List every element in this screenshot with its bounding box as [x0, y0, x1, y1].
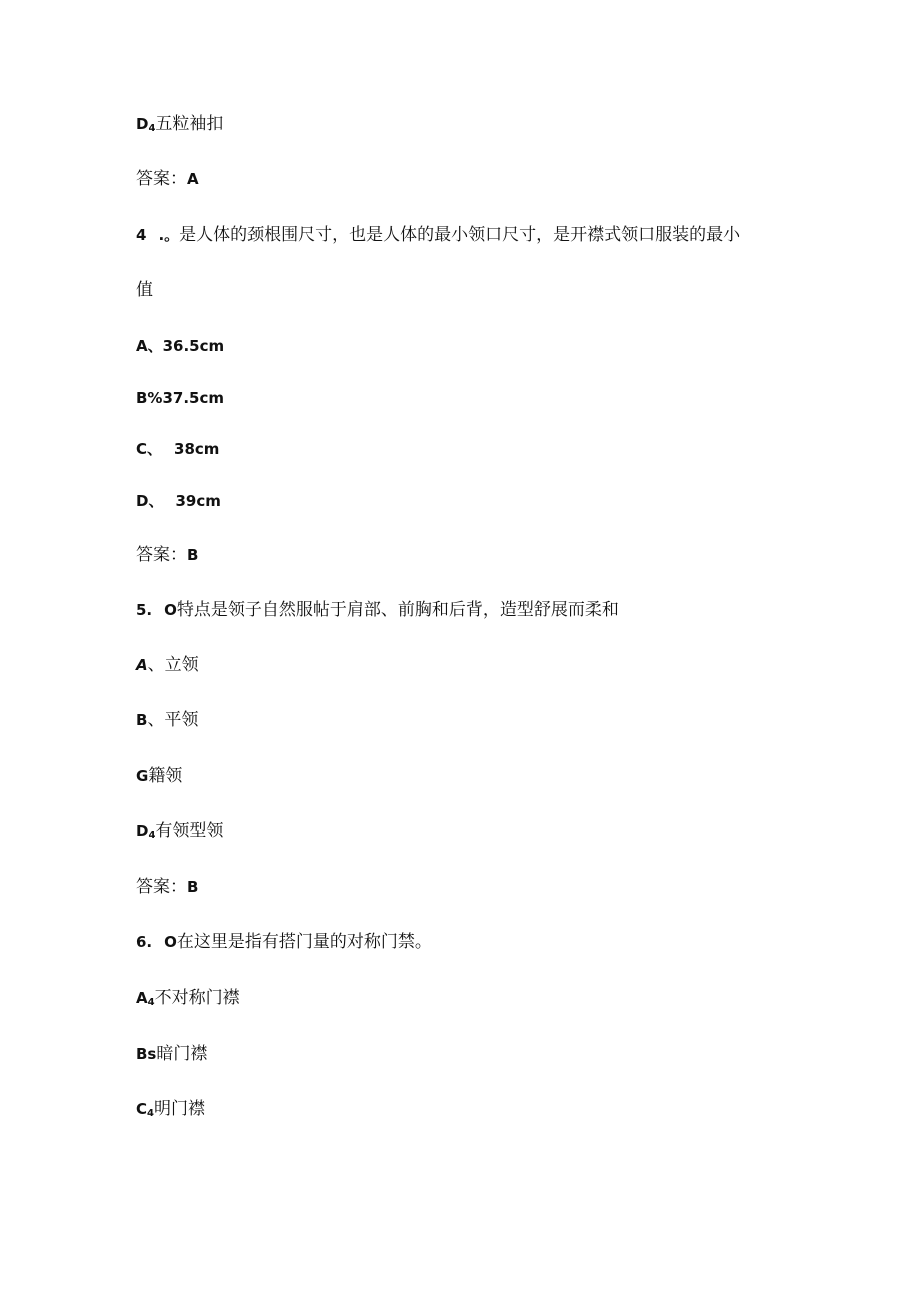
option-letter: D [136, 822, 149, 840]
question-blank: O [164, 601, 177, 619]
question-text: 是人体的颈根围尺寸，也是人体的最小领口尺寸，是开襟式领口服装的最小 [179, 225, 741, 245]
q4-answer [136, 544, 198, 566]
option-subscript: 4 [147, 997, 155, 1008]
q4-stem [136, 224, 740, 246]
q5-answer [136, 876, 198, 898]
q6-option-a [136, 987, 240, 1014]
option-letter: D [136, 115, 149, 133]
q3-answer [136, 168, 199, 190]
question-text: 值 [136, 280, 153, 300]
option-text: 暗门襟 [156, 1044, 208, 1064]
question-number: 5. [136, 601, 153, 619]
option-text: A、36.5cm [136, 337, 225, 355]
question-text: 特点是领子自然服帖于肩部、前胸和后背，造型舒展而柔和 [176, 600, 619, 620]
q6-option-b [136, 1043, 207, 1065]
question-number: 4 [136, 226, 147, 244]
option-text: B%37.5cm [136, 389, 224, 407]
option-letter: C [136, 1100, 148, 1118]
option-letter: A [136, 989, 148, 1007]
answer-value: A [187, 170, 199, 188]
option-letter: C、 [136, 440, 163, 458]
option-text: 39cm [175, 492, 221, 510]
q4-stem-continued [136, 279, 153, 301]
option-letter: Bs [136, 1045, 157, 1063]
option-text: 明门襟 [153, 1099, 205, 1119]
q4-option-a [136, 335, 224, 357]
q4-option-b [136, 387, 224, 409]
option-text: 籍领 [148, 766, 183, 786]
option-subscript: 4 [148, 123, 156, 134]
option-subscript: 4 [148, 830, 156, 841]
q5-option-c [136, 765, 182, 787]
q5-stem [136, 599, 619, 621]
answer-label: 答案： [136, 169, 187, 189]
q5-option-b [136, 709, 198, 731]
q5-option-a [136, 654, 199, 676]
question-blank: O [164, 933, 177, 951]
answer-label: 答案： [136, 545, 187, 565]
option-letter: B [136, 711, 148, 729]
option-text: 有领型领 [155, 821, 224, 841]
answer-value: B [187, 878, 199, 896]
q3-option-d [136, 113, 223, 140]
question-number: 6. [136, 933, 153, 951]
q4-option-c [136, 438, 219, 460]
option-text: 五粒袖扣 [155, 114, 224, 134]
q4-option-d [136, 490, 221, 512]
q6-stem [136, 931, 432, 953]
question-blank: .。 [158, 226, 180, 244]
question-text: 在这里是指有搭门量的对称门禁。 [176, 932, 432, 952]
option-text: 不对称门襟 [154, 988, 240, 1008]
option-text: 、平领 [147, 710, 199, 730]
option-letter: D、 [136, 492, 164, 510]
option-subscript: 4 [147, 1108, 154, 1119]
q5-option-d [136, 820, 223, 847]
option-letter: A [136, 656, 148, 674]
answer-value: B [187, 546, 199, 564]
option-letter: G [136, 767, 149, 785]
option-text: 、立领 [147, 655, 199, 675]
option-text: 38cm [174, 440, 220, 458]
q6-option-c [136, 1098, 205, 1125]
answer-label: 答案： [136, 877, 187, 897]
